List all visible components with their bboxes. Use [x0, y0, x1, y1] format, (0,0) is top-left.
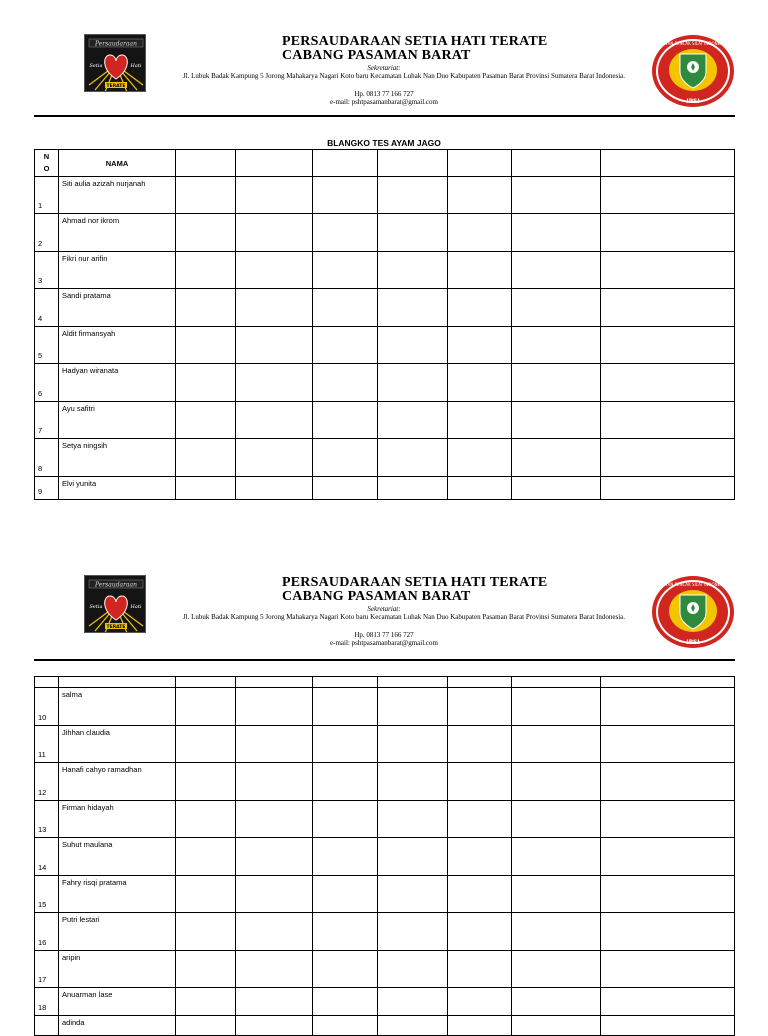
table-row [35, 439, 735, 477]
score-column-header [512, 150, 601, 177]
no-header-line1: N [43, 152, 50, 161]
participant-name: Putri lestari [62, 915, 100, 924]
logo-left-mid-right-text: Hati [130, 63, 142, 69]
score-cell [176, 688, 236, 726]
score-cell [378, 913, 448, 951]
score-cell [313, 913, 378, 951]
score-cell [313, 688, 378, 726]
letterhead-divider-1 [34, 115, 735, 117]
score-column-header [448, 677, 512, 688]
row-number-cell [35, 477, 59, 500]
score-cell [313, 177, 378, 214]
score-cell [448, 801, 512, 838]
score-cell [176, 951, 236, 988]
score-cell [313, 477, 378, 500]
table-row [35, 801, 735, 838]
no-column-header [35, 150, 59, 177]
score-cell [601, 688, 735, 726]
score-cell [236, 801, 313, 838]
score-cell [512, 252, 601, 289]
score-cell [378, 951, 448, 988]
score-cell [601, 951, 735, 988]
org-name-line1: PERSAUDARAAN SETIA HATI TERATE [282, 34, 548, 49]
score-cell [448, 402, 512, 439]
score-cell [448, 214, 512, 252]
table-row [35, 289, 735, 327]
phone-text: Hp. 0813 77 166 727 [354, 631, 414, 639]
score-cell [512, 876, 601, 913]
score-cell [378, 177, 448, 214]
score-cell [601, 1016, 735, 1036]
logo-left-bottom-text: TERATE [106, 84, 126, 89]
score-cell [313, 327, 378, 364]
score-cell [176, 289, 236, 327]
ipsi-bottom-text: IPSI [686, 639, 700, 646]
org-name-line2: CABANG PASAMAN BARAT [282, 589, 471, 604]
table-row [35, 763, 735, 801]
row-number-cell [35, 876, 59, 913]
score-cell [378, 289, 448, 327]
score-cell [512, 988, 601, 1016]
score-cell [448, 177, 512, 214]
score-cell [448, 327, 512, 364]
participant-name: Suhut maulana [62, 840, 113, 849]
participant-name-cell [59, 876, 176, 913]
participant-name: Aldit firmansyah [62, 329, 116, 338]
participant-name: Ayu safitri [62, 404, 95, 413]
table-row [35, 177, 735, 214]
score-cell [176, 876, 236, 913]
score-cell [378, 327, 448, 364]
participant-table-2 [34, 676, 735, 1036]
score-cell [313, 252, 378, 289]
score-cell [512, 477, 601, 500]
score-cell [176, 477, 236, 500]
participant-name-cell [59, 402, 176, 439]
table-row [35, 988, 735, 1016]
row-number-cell [35, 688, 59, 726]
score-cell [236, 252, 313, 289]
score-cell [313, 402, 378, 439]
score-cell [601, 876, 735, 913]
no-header-line2: O [43, 164, 50, 173]
participant-name: Anuarman lase [62, 990, 113, 999]
score-cell [176, 913, 236, 951]
score-cell [236, 688, 313, 726]
participant-name: Hanafi cahyo ramadhan [62, 765, 142, 774]
score-cell [378, 439, 448, 477]
logo-left-mid-left-text: Setia [89, 604, 103, 610]
participant-name-cell [59, 726, 176, 763]
score-cell [313, 988, 378, 1016]
score-cell [236, 364, 313, 402]
score-cell [378, 402, 448, 439]
ipsi-logo [650, 34, 736, 108]
score-cell [313, 214, 378, 252]
row-number-cell [35, 289, 59, 327]
row-number: 12 [38, 788, 47, 797]
score-cell [236, 988, 313, 1016]
form-title: BLANGKO TES AYAM JAGO [327, 138, 441, 148]
score-cell [448, 763, 512, 801]
score-cell [236, 1016, 313, 1036]
score-cell [313, 838, 378, 876]
score-column-header [236, 677, 313, 688]
email-text: e-mail: pshtpasamanbarat@gmail.com [330, 98, 438, 106]
letterhead-divider-2 [34, 659, 735, 661]
participant-name: Ahmad nor ikrom [62, 216, 120, 225]
score-cell [512, 439, 601, 477]
table-body-1 [35, 177, 735, 500]
row-number: 11 [38, 750, 46, 759]
row-number: 5 [38, 351, 43, 360]
score-cell [512, 177, 601, 214]
score-cell [448, 477, 512, 500]
score-cell [176, 252, 236, 289]
score-cell [378, 1016, 448, 1036]
row-number: 6 [38, 389, 43, 398]
table-row [35, 838, 735, 876]
row-number: 3 [38, 276, 43, 285]
participant-name-cell [59, 289, 176, 327]
logo-left-mid-right-text: Hati [130, 604, 142, 610]
score-column-header [313, 677, 378, 688]
participant-name: adinda [62, 1018, 85, 1027]
table-row [35, 726, 735, 763]
participant-name-cell [59, 327, 176, 364]
row-number: 8 [38, 464, 43, 473]
participant-name-cell [59, 439, 176, 477]
score-cell [448, 439, 512, 477]
phone-text: Hp. 0813 77 166 727 [354, 90, 414, 98]
score-cell [236, 951, 313, 988]
logo-left-top-text: Persaudaraan [94, 581, 138, 589]
table-header-row [35, 150, 735, 177]
score-cell [176, 364, 236, 402]
score-cell [176, 988, 236, 1016]
score-cell [512, 364, 601, 402]
participant-name: aripin [62, 953, 81, 962]
org-name-line1: PERSAUDARAAN SETIA HATI TERATE [282, 575, 548, 590]
score-column-header [313, 150, 378, 177]
score-cell [512, 327, 601, 364]
table-row [35, 402, 735, 439]
row-number: 4 [38, 314, 43, 323]
psht-logo [84, 575, 146, 633]
row-number-cell [35, 1016, 59, 1036]
score-cell [378, 801, 448, 838]
table-row [35, 951, 735, 988]
participant-name: salma [62, 690, 83, 699]
score-cell [313, 726, 378, 763]
table-row [35, 364, 735, 402]
participant-table-1 [34, 149, 735, 500]
ipsi-bottom-text: IPSI [686, 98, 700, 105]
row-number: 14 [38, 863, 47, 872]
score-cell [176, 439, 236, 477]
name-column-header [59, 677, 176, 688]
score-cell [378, 726, 448, 763]
row-number-cell [35, 214, 59, 252]
score-cell [176, 801, 236, 838]
score-cell [512, 726, 601, 763]
table-row [35, 688, 735, 726]
score-cell [512, 1016, 601, 1036]
participant-name: Sandi pratama [62, 291, 111, 300]
score-cell [378, 364, 448, 402]
score-cell [601, 252, 735, 289]
ipsi-logo [650, 575, 736, 649]
row-number-cell [35, 838, 59, 876]
score-cell [601, 214, 735, 252]
org-name-line2: CABANG PASAMAN BARAT [282, 48, 471, 63]
participant-name-cell [59, 763, 176, 801]
score-column-header [378, 677, 448, 688]
row-number-cell [35, 988, 59, 1016]
no-column-header [35, 677, 59, 688]
score-cell [601, 913, 735, 951]
table-row [35, 876, 735, 913]
name-column-header: NAMA [59, 150, 176, 177]
participant-name: Elvi yunita [62, 479, 97, 488]
score-cell [313, 1016, 378, 1036]
row-number-cell [35, 439, 59, 477]
score-cell [313, 439, 378, 477]
score-cell [601, 988, 735, 1016]
score-cell [176, 402, 236, 439]
table-row [35, 327, 735, 364]
participant-name-cell [59, 688, 176, 726]
table-row [35, 913, 735, 951]
row-number: 15 [38, 900, 47, 909]
score-cell [176, 1016, 236, 1036]
table-row [35, 477, 735, 500]
score-cell [601, 364, 735, 402]
score-cell [236, 477, 313, 500]
participant-name: Hadyan wiranata [62, 366, 119, 375]
score-cell [313, 876, 378, 913]
participant-name: Setya ningsih [62, 441, 108, 450]
score-cell [448, 913, 512, 951]
score-cell [378, 477, 448, 500]
score-cell [313, 289, 378, 327]
participant-name-cell [59, 913, 176, 951]
row-number: 1 [38, 201, 43, 210]
score-cell [512, 838, 601, 876]
score-cell [601, 801, 735, 838]
score-column-header [601, 677, 735, 688]
score-cell [378, 838, 448, 876]
table-row [35, 252, 735, 289]
ipsi-ring-text: IKATAN PENCAK SILAT INDONESIA [659, 582, 727, 587]
score-cell [236, 838, 313, 876]
row-number-cell [35, 951, 59, 988]
score-cell [448, 988, 512, 1016]
row-number-cell [35, 327, 59, 364]
score-cell [512, 801, 601, 838]
address-text: Jl. Lubuk Badak Kampung 5 Jorong Mahakarya Nagari Koto baru Kecamatan Luhak Nan Duo Kabupaten Pasaman Barat Provinsi Sumatera Barat Indonesia. [182, 72, 626, 80]
participant-name-cell [59, 177, 176, 214]
participant-name-cell [59, 214, 176, 252]
score-cell [236, 726, 313, 763]
score-column-header [236, 150, 313, 177]
table-row [35, 214, 735, 252]
score-cell [601, 477, 735, 500]
score-cell [378, 988, 448, 1016]
score-cell [236, 327, 313, 364]
score-cell [448, 688, 512, 726]
score-cell [236, 763, 313, 801]
score-cell [448, 838, 512, 876]
score-cell [512, 913, 601, 951]
participant-name: Siti aulia azizah nurjanah [62, 179, 146, 188]
participant-name-cell [59, 801, 176, 838]
score-cell [176, 214, 236, 252]
secretariat-label: Sekretariat: [367, 64, 401, 72]
psht-logo [84, 34, 146, 92]
participant-name-cell [59, 988, 176, 1016]
score-cell [176, 838, 236, 876]
row-number-cell [35, 801, 59, 838]
score-cell [601, 763, 735, 801]
score-cell [378, 252, 448, 289]
score-cell [313, 801, 378, 838]
participant-name-cell [59, 1016, 176, 1036]
score-cell [236, 913, 313, 951]
score-column-header [448, 150, 512, 177]
score-cell [313, 763, 378, 801]
score-cell [448, 726, 512, 763]
score-cell [176, 726, 236, 763]
score-cell [601, 439, 735, 477]
score-cell [378, 214, 448, 252]
participant-name-cell [59, 838, 176, 876]
row-number-cell [35, 763, 59, 801]
score-cell [512, 688, 601, 726]
score-cell [176, 763, 236, 801]
score-cell [378, 876, 448, 913]
score-cell [601, 327, 735, 364]
row-number: 16 [38, 938, 47, 947]
participant-name: Jihhan claudia [62, 728, 110, 737]
score-cell [601, 726, 735, 763]
score-cell [601, 289, 735, 327]
participant-name: Fahry risqi pratama [62, 878, 127, 887]
row-number-cell [35, 726, 59, 763]
score-cell [236, 289, 313, 327]
row-number-cell [35, 177, 59, 214]
score-cell [448, 289, 512, 327]
score-column-header [176, 150, 236, 177]
row-number: 10 [38, 713, 47, 722]
logo-left-bottom-text: TERATE [106, 625, 126, 630]
row-number: 7 [38, 426, 43, 435]
logo-left-mid-left-text: Setia [89, 63, 103, 69]
score-cell [313, 364, 378, 402]
score-cell [512, 763, 601, 801]
score-cell [236, 214, 313, 252]
score-cell [176, 327, 236, 364]
score-column-header [601, 150, 735, 177]
score-column-header [378, 150, 448, 177]
score-cell [448, 252, 512, 289]
participant-name-cell [59, 252, 176, 289]
score-cell [448, 1016, 512, 1036]
row-number: 17 [38, 975, 47, 984]
score-cell [512, 289, 601, 327]
score-column-header [176, 677, 236, 688]
score-cell [512, 214, 601, 252]
address-text: Jl. Lubuk Badak Kampung 5 Jorong Mahakarya Nagari Koto baru Kecamatan Luhak Nan Duo Kabupaten Pasaman Barat Provinsi Sumatera Barat Indonesia. [182, 613, 626, 621]
row-number: 9 [38, 487, 43, 496]
table-row [35, 1016, 735, 1036]
score-cell [601, 177, 735, 214]
score-cell [448, 364, 512, 402]
participant-name-cell [59, 951, 176, 988]
score-cell [236, 402, 313, 439]
score-cell [176, 177, 236, 214]
secretariat-label: Sekretariat: [367, 605, 401, 613]
score-cell [601, 402, 735, 439]
ipsi-ring-text: IKATAN PENCAK SILAT INDONESIA [659, 41, 727, 46]
score-cell [448, 876, 512, 913]
score-cell [378, 763, 448, 801]
email-text: e-mail: pshtpasamanbarat@gmail.com [330, 639, 438, 647]
score-cell [236, 876, 313, 913]
participant-name: Fikri nur arifin [62, 254, 108, 263]
logo-left-top-text: Persaudaraan [94, 40, 138, 48]
table-body-2 [35, 688, 735, 1036]
score-cell [236, 177, 313, 214]
row-number-cell [35, 252, 59, 289]
row-number-cell [35, 402, 59, 439]
score-cell [601, 838, 735, 876]
score-cell [512, 951, 601, 988]
score-column-header [512, 677, 601, 688]
row-number: 18 [38, 1003, 47, 1012]
row-number-cell [35, 913, 59, 951]
score-cell [313, 951, 378, 988]
row-number: 13 [38, 825, 47, 834]
score-cell [236, 439, 313, 477]
row-number-cell [35, 364, 59, 402]
participant-name-cell [59, 364, 176, 402]
score-cell [512, 402, 601, 439]
score-cell [378, 688, 448, 726]
score-cell [448, 951, 512, 988]
participant-name-cell [59, 477, 176, 500]
table-header-row [35, 677, 735, 688]
participant-name: Firman hidayah [62, 803, 114, 812]
row-number: 2 [38, 239, 43, 248]
